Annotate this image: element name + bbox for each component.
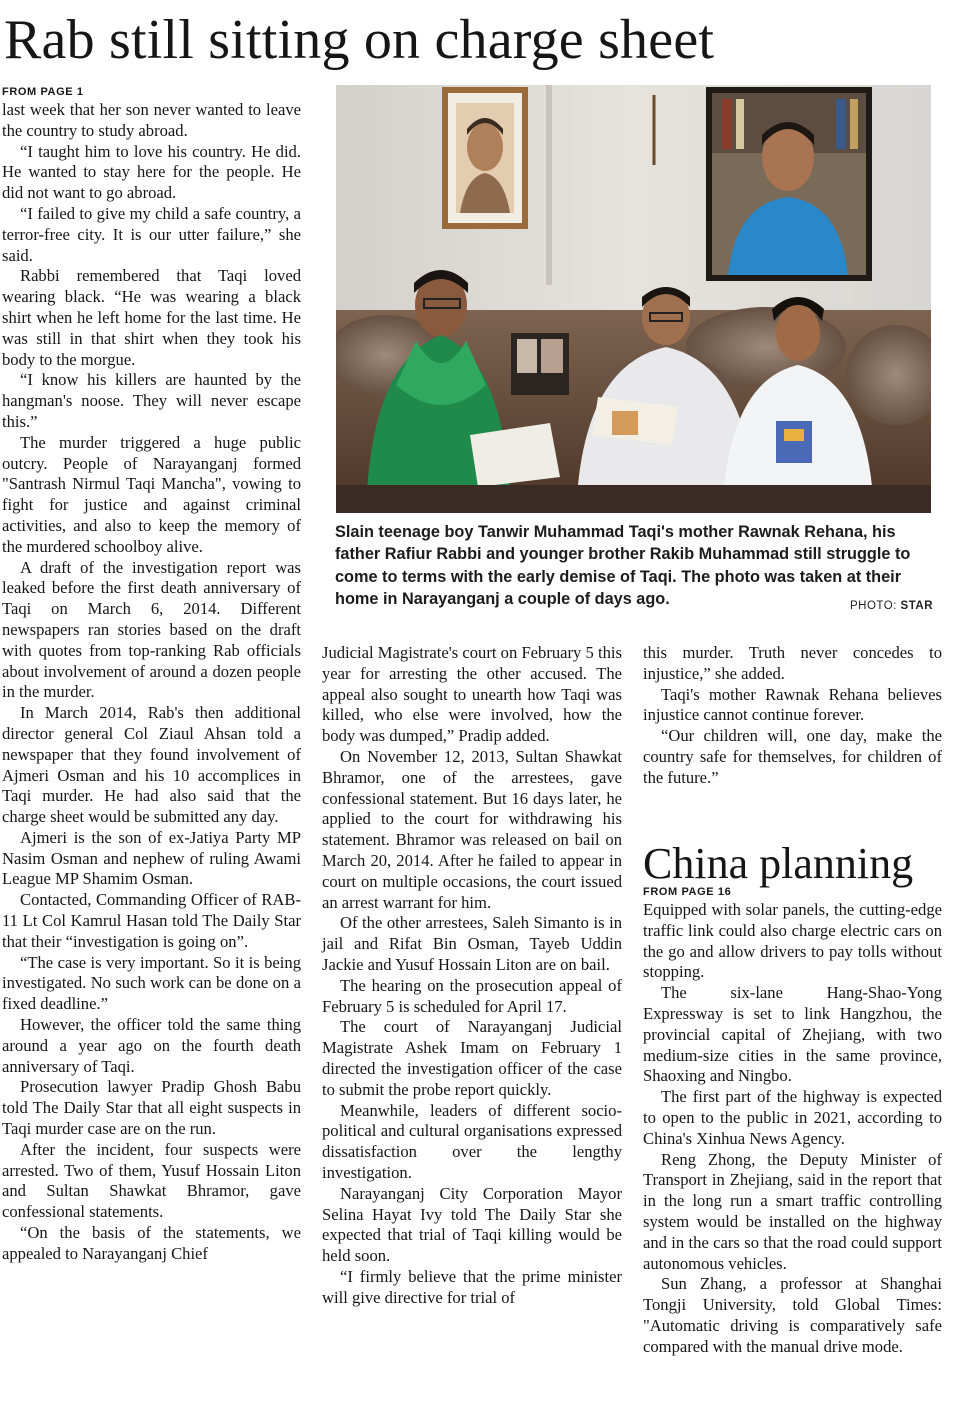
paragraph: A draft of the investigation report was leaked before the first death anniversary of Taqi on March 6, 2014. Different newspapers ran stories based on the draft with quotes from top-ranking Rab officials about involvement of around a dozen people in the murder. bbox=[2, 557, 301, 702]
paragraph: “I taught him to love his country. He did. He wanted to stay here for the people. He did not want to go abroad. bbox=[2, 141, 301, 203]
paragraph: The court of Narayanganj Judicial Magistrate Ashek Imam on February 1 directed the investigation officer of the case to submit the probe report quickly. bbox=[322, 1017, 622, 1099]
paragraph: Contacted, Commanding Officer of RAB-11 Lt Col Kamrul Hasan told The Daily Star that their “investigation is going on”. bbox=[2, 890, 301, 951]
paragraph: Meanwhile, leaders of different socio-political and cultural organisations expressed dissatisfaction over the lengthy investigation. bbox=[322, 1100, 622, 1182]
china-story-column bbox=[643, 884, 942, 1358]
paragraph: The murder triggered a huge public outcry. People of Narayanganj formed "Santrash Nirmul Taqi Mancha", vowing to fight for justice and against criminal activities, and also to keep the memory of the murdered schoolboy alive. bbox=[2, 432, 301, 556]
paragraph: “Our children will, one day, make the country safe for themselves, for children of the future.” bbox=[643, 726, 942, 787]
paragraph: Equipped with solar panels, the cutting-edge traffic link could also charge electric cars on the go and allow drivers to pay tolls without stopping. bbox=[643, 900, 942, 982]
jump-kicker: FROM PAGE 16 bbox=[643, 886, 732, 898]
paragraph: Prosecution lawyer Pradip Ghosh Babu told The Daily Star that all eight suspects in Taqi murder case are on the run. bbox=[2, 1077, 301, 1139]
paragraph: this murder. Truth never concedes to injustice,” she added. bbox=[643, 643, 942, 683]
paragraph: “I know his killers are haunted by the hangman's noose. They will never escape this.” bbox=[2, 370, 301, 431]
paragraph: “I firmly believe that the prime minister will give directive for trial of bbox=[322, 1266, 622, 1307]
main-headline: Rab still sitting on charge sheet bbox=[4, 9, 715, 71]
paragraph: The six-lane Hang-Shao-Yong Expressway is set to link Hangzhou, the provincial capital of Zhejiang, with two medium-size cities in the same province, Shaoxing and Ningbo. bbox=[643, 983, 942, 1086]
paragraph: However, the officer told the same thing around a year ago on the fourth death anniversary of Taqi. bbox=[2, 1015, 301, 1076]
paragraph: Rabbi remembered that Taqi loved wearing black. “He was wearing a black shirt when he left home for the last time. He was still in that shirt when they took his body to the morgue. bbox=[2, 266, 301, 369]
paragraph: Of the other arrestees, Saleh Simanto is in jail and Rifat Bin Osman, Tayeb Uddin Jackie and Yusuf Hossain Liton are on bail. bbox=[322, 913, 622, 974]
paragraph: The first part of the highway is expected to open to the public in 2021, according to China's Xinhua News Agency. bbox=[643, 1087, 942, 1148]
jump-kicker: FROM PAGE 1 bbox=[2, 86, 84, 98]
photo-credit bbox=[850, 600, 933, 612]
story-column-2 bbox=[322, 643, 622, 1309]
paragraph: Narayanganj City Corporation Mayor Selina Hayat Ivy told The Daily Star she expected that trial of Taqi killing would be held soon. bbox=[322, 1183, 622, 1266]
paragraph: Sun Zhang, a professor at Shanghai Tongji University, told Global Times: "Automatic driving is comparatively safe compared with the manual drive mode. bbox=[643, 1274, 942, 1356]
family-photo bbox=[336, 85, 931, 513]
paragraph: Ajmeri is the son of ex-Jatiya Party MP Nasim Osman and nephew of ruling Awami League MP Shamim Osman. bbox=[2, 827, 301, 889]
credit-prefix: PHOTO: bbox=[849, 600, 901, 612]
caption-text: Slain teenage boy Tanwir Muhammad Taqi's mother Rawnak Rehana, his father Rafiur Rabbi and younger brother Rakib Muhammad still struggle to come to terms with the early demise of Taqi. The photo was taken at their home in Narayanganj a couple of days ago. bbox=[335, 523, 911, 609]
secondary-headline: China planning bbox=[643, 839, 914, 888]
paragraph: “I failed to give my child a safe country, a terror-free city. It is our utter failure,” she said. bbox=[2, 203, 301, 265]
credit-source: STAR bbox=[900, 600, 933, 612]
story-column-3 bbox=[643, 643, 942, 789]
paragraph: The hearing on the prosecution appeal of February 5 is scheduled for April 17. bbox=[322, 975, 622, 1016]
paragraph: last week that her son never wanted to leave the country to study abroad. bbox=[2, 100, 301, 140]
story-column-1 bbox=[2, 84, 301, 1265]
paragraph: On November 12, 2013, Sultan Shawkat Bhramor, one of the arrestees, gave confessional statement. But 16 days later, he applied to the court for withdrawing his statement. Bhramor was released on bail on March 20, 2014. After he failed to appear in court on multiple occasions, the court issued an arrest warrant for him. bbox=[322, 746, 622, 912]
paragraph: “On the basis of the statements, we appealed to Narayanganj Chief bbox=[2, 1223, 301, 1263]
photo-caption bbox=[335, 521, 933, 611]
paragraph: Judicial Magistrate's court on February 5 this year for arresting the other accused. The appeal also sought to unearth how Taqi was killed, who else were involved, how the body was dumped,” Pradip added. bbox=[322, 643, 622, 746]
paragraph: Reng Zhong, the Deputy Minister of Transport in Zhejiang, said in the report that in the long run a smart traffic controlling system would be installed on the highway and in the cars so that the road could support autonomous vehicles. bbox=[643, 1149, 942, 1273]
paragraph: After the incident, four suspects were arrested. Two of them, Yusuf Hossain Liton and Sultan Shawkat Bhramor, gave confessional statements. bbox=[2, 1139, 301, 1222]
paragraph: In March 2014, Rab's then additional director general Col Ziaul Ahsan told a newspaper that they found involvement of Ajmeri Osman and his 10 accomplices in Taqi murder. He had also said that the charge sheet would be submitted any day. bbox=[2, 703, 301, 827]
paragraph: “The case is very important. So it is being investigated. No such work can be done on a fixed deadline.” bbox=[2, 952, 301, 1014]
paragraph: Taqi's mother Rawnak Rehana believes injustice cannot continue forever. bbox=[643, 684, 942, 725]
